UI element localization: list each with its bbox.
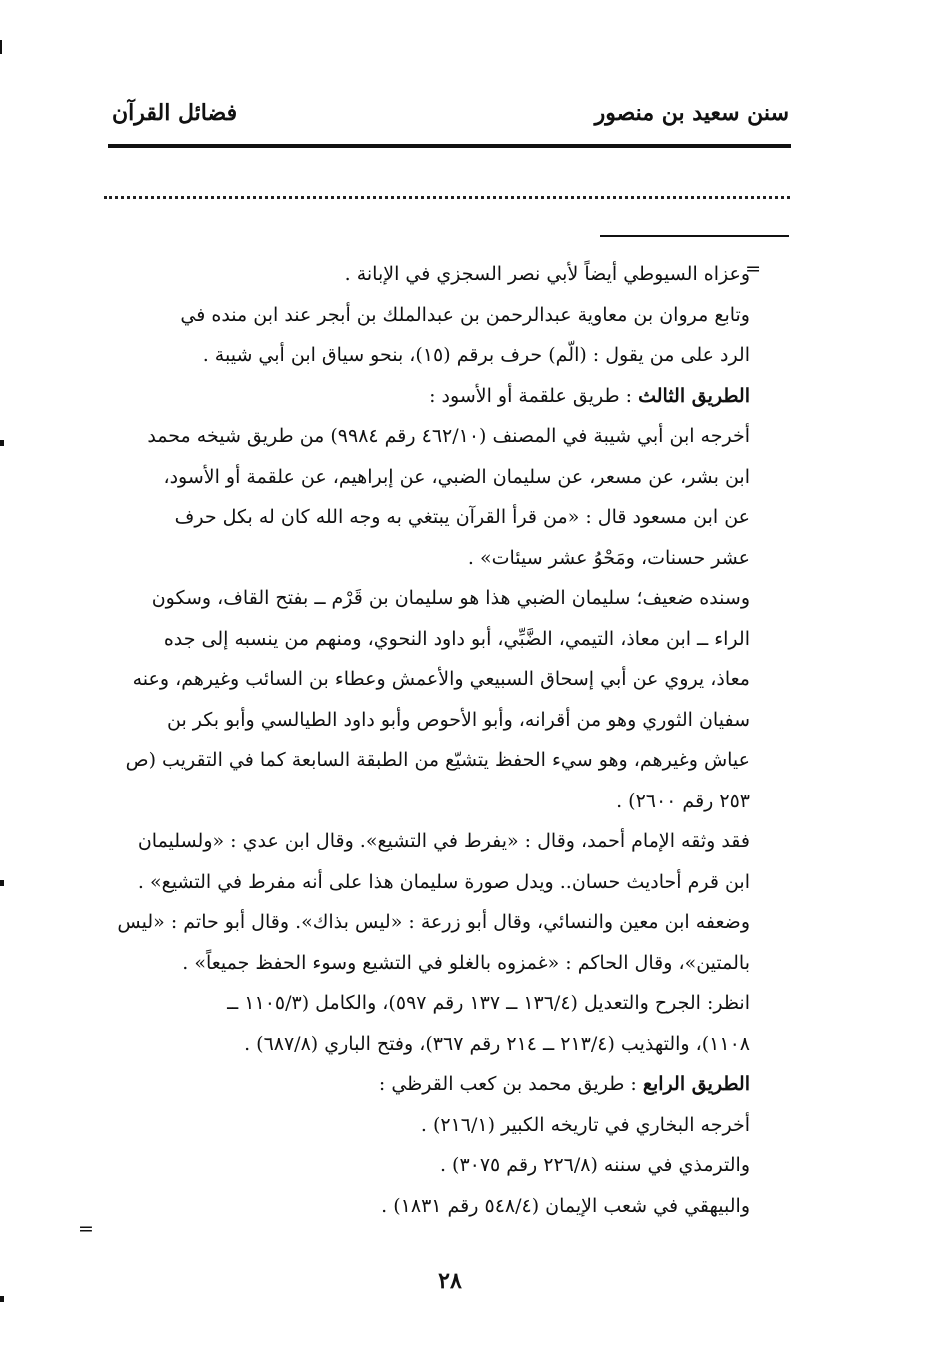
- heading-label: الطريق الرابع: [642, 1073, 750, 1095]
- text-line: عياش وغيرهم، وهو سيء الحفظ يتشيّع من الطبقة السابعة كما في التقريب (ص: [125, 749, 750, 771]
- heading-line-fourth-path: [102, 1064, 750, 1105]
- text-line: الرد على من يقول : (الّم) حرف برقم (١٥)، بنحو سياق ابن أبي شيبة .: [202, 344, 750, 366]
- text-line: انظر: الجرح والتعديل (١٣٦/٤ ــ ١٣٧ رقم ٥٩٧)، والكامل (١١٠٥/٣ ــ: [227, 992, 750, 1014]
- heading-label: الطريق الثالث: [638, 384, 750, 407]
- text-line: الراء ــ ابن معاذ، التيمي، الضَّبِّي، أبو داود النحوي، ومنهم من ينسبه إلى جده: [163, 627, 750, 650]
- scan-edge-mark: [0, 40, 2, 54]
- book-title: سنن سعيد بن منصور: [594, 100, 789, 126]
- text-line: ابن بشر، عن مسعر، عن سليمان الضبي، عن إبراهيم، عن علقمة أو الأسود،: [163, 465, 750, 488]
- bottom-continuation-mark: =: [78, 1218, 94, 1240]
- text-line: فقد وثقه الإمام أحمد، وقال : «يفرط في التشيع». وقال ابن عدي : «ولسليمان: [137, 830, 750, 852]
- footnote-body: [102, 254, 750, 1226]
- section-title: فضائل القرآن: [112, 100, 238, 126]
- text-line: أخرجه البخاري في تاريخه الكبير (٢١٦/١) .: [420, 1113, 750, 1136]
- text-line: عشر حسنات، ومَحْوُ عشر سيئات» .: [467, 546, 750, 569]
- scan-edge-mark: [0, 440, 4, 446]
- scan-edge-mark: [0, 880, 4, 886]
- text-line: والبيهقي في شعب الإيمان (٥٤٨/٤ رقم ١٨٣١) .: [381, 1194, 750, 1217]
- heading-line-third-path: [102, 376, 750, 417]
- text-line: وتابع مروان بن معاوية عبدالرحمن بن عبدالملك بن أبجر عند ابن منده في: [180, 303, 750, 326]
- heading-rest: : طريق محمد بن كعب القرظي :: [378, 1073, 643, 1095]
- text-line: ١١٠٨)، والتهذيب (٢١٣/٤ ــ ٢١٤ رقم ٣٦٧)، وفتح الباري (٦٨٧/٨) .: [244, 1032, 750, 1055]
- text-line: عن ابن مسعود قال : «من قرأ القرآن يبتغي به وجه الله كان له بكل حرف: [174, 506, 750, 528]
- text-line: ٢٥٣ رقم ٢٦٠٠) .: [616, 789, 750, 812]
- text-line: معاذ، يروي عن أبي إسحاق السبيعي والأعمش وعطاء بن السائب وغيرهم، وعنه: [132, 668, 750, 690]
- text-line: سفيان الثوري وهو من أقرانه، وأبو الأحوص وأبو داود الطيالسي وأبو بكر بن: [167, 708, 750, 731]
- scan-edge-mark: [0, 1296, 4, 1302]
- text-line: وسنده ضعيف؛ سليمان الضبي هذا هو سليمان بن قَرْم ــ بفتح القاف، وسكون: [151, 587, 750, 609]
- heading-rest: : طريق علقمة أو الأسود :: [429, 384, 639, 407]
- text-line: بالمتين»، وقال الحاكم : «غمزوه بالغلو في التشيع وسوء الحفظ جميعاً» .: [182, 951, 750, 974]
- footnote-rule: [600, 235, 789, 237]
- text-line: ابن قرم أحاديث حسان.. ويدل صورة سليمان هذا على أنه مفرط في التشيع» .: [137, 870, 750, 893]
- continuation-mark: =: [745, 258, 761, 280]
- header-rule: [108, 144, 791, 148]
- text-line: وعزاه السيوطي أيضاً لأبي نصر السجزي في الإبانة .: [344, 263, 750, 285]
- text-line: أخرجه ابن أبي شيبة في المصنف (٤٦٢/١٠ رقم ٩٩٨٤) من طريق شيخه محمد: [147, 425, 750, 447]
- page-number: ٢٨: [438, 1268, 462, 1294]
- dotted-separator: [104, 196, 790, 199]
- text-line: وضعفه ابن معين والنسائي، وقال أبو زرعة : «ليس بذاك». وقال أبو حاتم : «ليس: [117, 911, 750, 933]
- text-line: والترمذي في سننه (٢٢٦/٨ رقم ٣٠٧٥) .: [439, 1154, 750, 1176]
